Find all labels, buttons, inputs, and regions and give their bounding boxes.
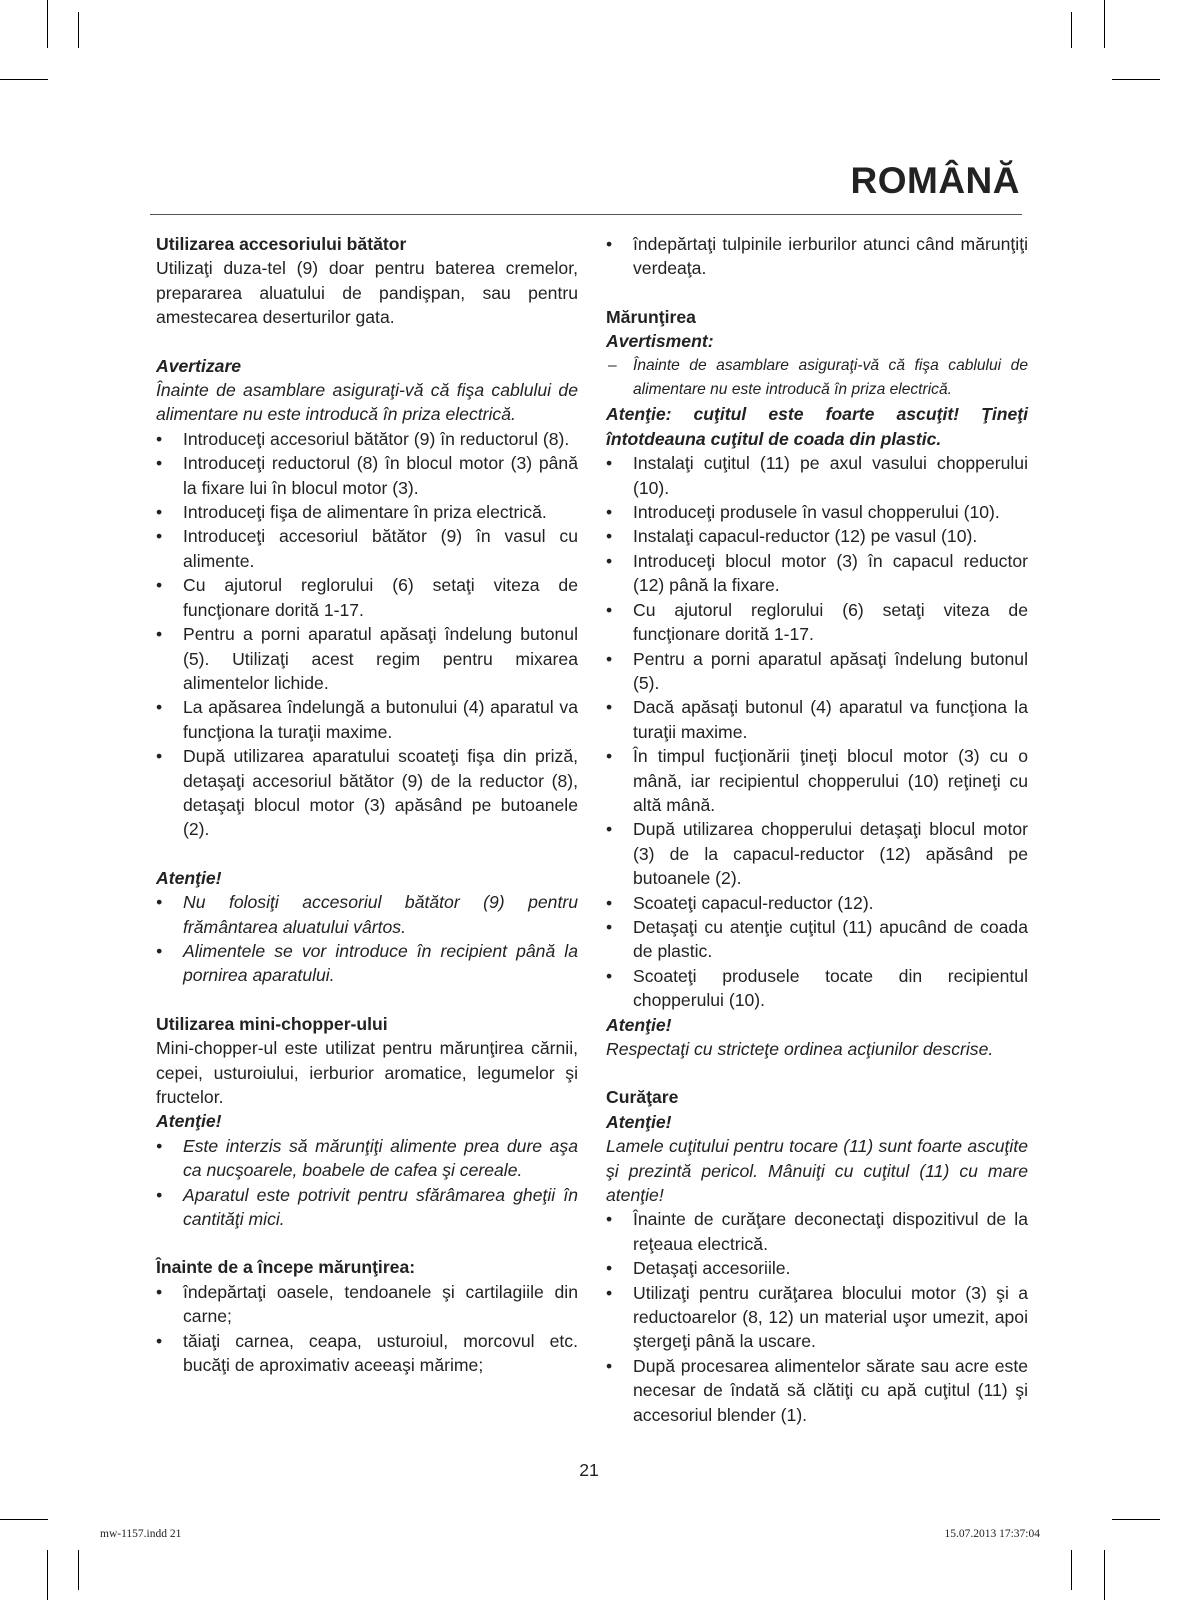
list-item: • În timpul fucţionării ţineţi blocul motor (3) cu o mână, iar recipientul chopperului (10) reţineţi cu altă mână. <box>606 744 1028 817</box>
cleaning-attention-title: Atenţie! <box>606 1111 672 1132</box>
header-rule <box>150 214 1022 215</box>
list-item: • După utilizarea chopperului detaşaţi blocul motor (3) de la capacul-reductor (12) apăsând pe butoanele (2). <box>606 817 1028 890</box>
list-item: • Instalaţi capacul-reductor (12) pe vasul (10). <box>606 524 1028 548</box>
before-chopping-title: Înainte de a începe mărunţirea: <box>156 1257 416 1278</box>
crop-mark <box>1104 0 1105 48</box>
crop-mark <box>1112 1519 1160 1520</box>
chopper-intro: Mini-chopper-ul este utilizat pentru mărunţirea cărnii, cepei, usturoiului, ierburior aromatice, legumelor şi fructelor. <box>156 1038 578 1107</box>
chopping-warning-title: Avertisment: <box>606 331 714 352</box>
crop-mark <box>1071 12 1072 48</box>
list-item: • tăiaţi carnea, ceapa, usturoiul, morcovul etc. bucăţi de aproximativ aceeaşi mărime; <box>156 1329 578 1378</box>
list-item: • îndepărtaţi tulpinile ierburilor atunci când mărunţiţi verdeaţa. <box>606 232 1028 281</box>
cleaning-title: Curăţare <box>606 1087 679 1108</box>
list-item: • Detaşaţi cu atenţie cuţitul (11) apucând de coada de plastic. <box>606 915 1028 964</box>
list-item: • Scoateţi produsele tocate din recipientul chopperului (10). <box>606 964 1028 1013</box>
list-item: • Introduceţi accesoriul bătător (9) în reductorul (8). <box>156 427 578 451</box>
list-item: • Instalaţi cuţitul (11) pe axul vasului chopperului (10). <box>606 451 1028 500</box>
crop-mark <box>1104 1550 1105 1600</box>
before-chopping-list <box>156 1280 578 1378</box>
crop-mark <box>1071 1550 1072 1590</box>
chopper-attention-title: Atenţie! <box>156 1111 222 1132</box>
chopper-attention-list <box>156 1134 578 1232</box>
list-item: • Alimentele se vor introduce în recipient până la pornirea aparatului. <box>156 939 578 988</box>
list-item: • Nu folosiţi accesoriul bătător (9) pentru frământarea aluatului vârtos. <box>156 890 578 939</box>
beater-warning-text: Înainte de asamblare asiguraţi-vă că fişa cablului de alimentare nu este introducă în priza electrică. <box>156 380 578 425</box>
beater-attention-title: Atenţie! <box>156 867 222 888</box>
list-item: • După procesarea alimentelor sărate sau acre este necesar de îndată să clătiţi cu apă cuţitul (11) şi accesoriul blender (1). <box>606 1354 1028 1427</box>
before-chopping-list-cont <box>606 232 1028 281</box>
list-item: • Introduceţi blocul motor (3) în capacul reductor (12) până la fixare. <box>606 549 1028 598</box>
chopping-steps <box>606 451 1028 1012</box>
list-item: • Introduceţi fişa de alimentare în priza electrică. <box>156 500 578 524</box>
crop-mark <box>78 1550 79 1590</box>
beater-warning-title: Avertizare <box>156 355 242 376</box>
beater-title: Utilizarea accesoriului bătător <box>156 234 407 254</box>
crop-mark <box>1112 79 1160 80</box>
chopping-title: Mărunţirea <box>606 306 696 327</box>
cleaning-list <box>606 1207 1028 1427</box>
list-item: • Detaşaţi accesoriile. <box>606 1256 1028 1280</box>
list-item: • Înainte de curăţare deconectaţi dispozitivul de la reţeaua electrică. <box>606 1207 1028 1256</box>
crop-mark <box>47 0 48 48</box>
list-item: • Scoateţi capacul-reductor (12). <box>606 891 1028 915</box>
crop-mark <box>0 1519 48 1520</box>
crop-mark <box>47 1550 48 1600</box>
list-item: • La apăsarea îndelungă a butonului (4) aparatul va funcţiona la turaţii maxime. <box>156 695 578 744</box>
list-item: • Introduceţi reductorul (8) în blocul motor (3) până la fixare lui în blocul motor (3). <box>156 451 578 500</box>
beater-steps <box>156 427 578 842</box>
list-item: • Cu ajutorul reglorului (6) setaţi viteza de funcţionare dorită 1-17. <box>606 598 1028 647</box>
list-item: • Dacă apăsaţi butonul (4) aparatul va funcţiona la turaţii maxime. <box>606 695 1028 744</box>
chopping-warning-list <box>606 354 1028 403</box>
file-slug: mw-1157.indd 21 <box>100 1528 182 1540</box>
language-title: ROMÂNĂ <box>850 160 1020 201</box>
list-item: • Introduceţi accesoriul bătător (9) în vasul cu alimente. <box>156 524 578 573</box>
list-item: • Aparatul este potrivit pentru sfărâmarea gheţii în cantităţi mici. <box>156 1183 578 1232</box>
list-item: • Este interzis să mărunţiţi alimente prea dure aşa ca nucşoarele, boabele de cafea şi cereale. <box>156 1134 578 1183</box>
cleaning-attention-text: Lamele cuţitului pentru tocare (11) sunt foarte ascuţite şi prezintă pericol. Mânuiţi cu cuţitul (11) cu mare atenţie! <box>606 1136 1028 1206</box>
list-item: – Înainte de asamblare asiguraţi-vă că fişa cablului de alimentare nu este introducă în priza electrică. <box>606 354 1028 403</box>
list-item: • Cu ajutorul reglorului (6) setaţi viteza de funcţionare dorită 1-17. <box>156 573 578 622</box>
list-item: • Utilizaţi pentru curăţarea blocului motor (3) şi a reductoarelor (8, 12) un material uşor umezit, apoi ştergeţi până la uscare. <box>606 1281 1028 1354</box>
left-column <box>156 232 578 1377</box>
list-item: • După utilizarea aparatului scoateţi fişa din priză, detaşaţi accesoriul bătător (9) de la reductor (8), detaşaţi blocul motor (3) apăsând pe butoanele (2). <box>156 744 578 842</box>
knife-warning: Atenţie: cuţitul este foarte ascuţit! Ţineţi întotdeauna cuţitul de coada din plastic. <box>606 404 1028 449</box>
page-number: 21 <box>579 1460 599 1480</box>
crop-mark <box>78 12 79 48</box>
chopper-title: Utilizarea mini-chopper-ului <box>156 1013 388 1034</box>
beater-intro: Utilizaţi duza-tel (9) doar pentru baterea cremelor, prepararea aluatului de pandişpan, sau pentru amestecarea deserturilor gata. <box>156 258 578 328</box>
list-item: • Pentru a porni aparatul apăsaţi îndelung butonul (5). Utilizaţi acest regim pentru mixarea alimentelor lichide. <box>156 622 578 695</box>
list-item: • Introduceţi produsele în vasul chopperului (10). <box>606 500 1028 524</box>
beater-attention-list <box>156 890 578 988</box>
right-column <box>606 232 1028 1427</box>
timestamp-slug: 15.07.2013 17:37:04 <box>944 1528 1040 1540</box>
chopping-attention-title: Atenţie! <box>606 1014 672 1035</box>
crop-mark <box>0 79 48 80</box>
list-item: • îndepărtaţi oasele, tendoanele şi cartilagiile din carne; <box>156 1280 578 1329</box>
chopping-attention-text: Respectaţi cu stricteţe ordinea acţiunilor descrise. <box>606 1039 994 1059</box>
list-item: • Pentru a porni aparatul apăsaţi îndelung butonul (5). <box>606 647 1028 696</box>
